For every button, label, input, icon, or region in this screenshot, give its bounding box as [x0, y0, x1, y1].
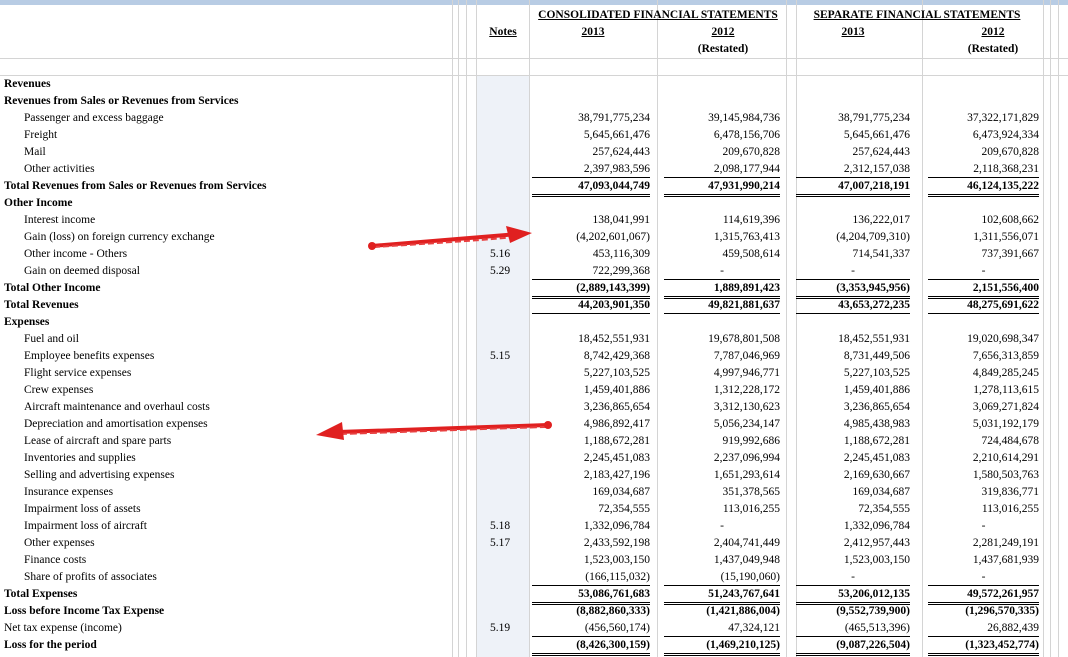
value-cell: 8,742,429,368 — [583, 350, 650, 362]
value-cell — [796, 76, 910, 92]
table-row — [0, 314, 1068, 331]
value-cell: 138,041,991 — [592, 214, 650, 226]
value-cell: 2,312,157,038 — [796, 161, 910, 178]
value-cell — [532, 93, 650, 109]
row-label: Insurance expenses — [24, 486, 114, 498]
value-cell — [532, 314, 650, 330]
row-label: Selling and advertising expenses — [24, 469, 175, 481]
value-cell: 53,206,012,135 — [796, 586, 910, 605]
row-label: Impairment loss of assets — [24, 503, 141, 515]
value-cell: 209,670,828 — [981, 146, 1039, 158]
row-label: Loss for the period — [4, 639, 97, 651]
value-cell: 1,437,049,948 — [713, 554, 780, 566]
value-cell: 8,731,449,506 — [843, 350, 910, 362]
value-cell: 714,541,337 — [852, 248, 910, 260]
value-cell: 44,203,901,350 — [532, 297, 650, 314]
table-row — [0, 331, 1068, 348]
row-note: 5.18 — [489, 520, 511, 532]
value-cell: (465,513,396) — [796, 620, 910, 637]
value-cell: 4,997,946,771 — [713, 367, 780, 379]
row-label: Loss before Income Tax Expense — [4, 605, 165, 617]
value-cell: 1,188,672,281 — [843, 435, 910, 447]
value-cell — [796, 314, 910, 330]
value-cell: 2,412,957,443 — [843, 537, 910, 549]
value-cell: 48,275,691,622 — [928, 297, 1039, 314]
value-cell: 19,678,801,508 — [708, 333, 780, 345]
table-row — [0, 161, 1068, 178]
value-cell: 209,670,828 — [722, 146, 780, 158]
table-row — [0, 484, 1068, 501]
separate-header: SEPARATE FINANCIAL STATEMENTS — [813, 9, 1021, 21]
row-label: Revenues — [4, 78, 51, 90]
value-cell: 1,315,763,413 — [713, 231, 780, 243]
row-label: Total Revenues from Sales or Revenues from Services — [4, 180, 267, 192]
value-cell: (2,889,143,399) — [532, 280, 650, 299]
value-cell: (166,115,032) — [532, 569, 650, 586]
value-cell — [532, 195, 650, 211]
value-cell: 2,169,630,667 — [843, 469, 910, 481]
value-cell: 459,508,614 — [722, 248, 780, 260]
value-cell: 51,243,767,641 — [664, 586, 780, 605]
value-cell — [664, 76, 780, 92]
value-cell: 169,034,687 — [852, 486, 910, 498]
row-label: Other Income — [4, 197, 73, 209]
value-cell: (15,190,060) — [664, 569, 780, 586]
value-cell: 47,931,990,214 — [664, 178, 780, 197]
value-cell: 737,391,667 — [981, 248, 1039, 260]
value-cell: 1,278,113,615 — [973, 384, 1039, 396]
value-cell: 49,821,881,637 — [664, 297, 780, 314]
value-cell: 1,437,681,939 — [972, 554, 1039, 566]
value-cell: 2,397,983,596 — [532, 161, 650, 178]
value-cell: 2,237,096,994 — [713, 452, 780, 464]
value-cell: (1,469,210,125) — [664, 637, 780, 656]
table-row — [0, 603, 1068, 620]
value-cell: 1,889,891,423 — [664, 280, 780, 299]
value-cell — [928, 314, 1039, 330]
value-cell: 47,007,218,191 — [796, 178, 910, 197]
value-cell: (1,421,886,004) — [706, 605, 780, 617]
value-cell: 722,299,368 — [532, 263, 650, 280]
row-note: 5.16 — [489, 248, 511, 260]
value-cell: (9,552,739,900) — [836, 605, 910, 617]
value-cell: 53,086,761,683 — [532, 586, 650, 605]
value-cell: 46,124,135,222 — [928, 178, 1039, 197]
value-cell: 2,433,592,198 — [583, 537, 650, 549]
row-label: Lease of aircraft and spare parts — [24, 435, 172, 447]
value-cell: 136,222,017 — [852, 214, 910, 226]
value-cell: 102,608,662 — [981, 214, 1039, 226]
value-cell: 2,118,368,231 — [928, 161, 1039, 178]
value-cell: - — [928, 263, 1039, 280]
value-cell: 3,236,865,654 — [583, 401, 650, 413]
value-cell — [664, 93, 780, 109]
value-cell: 1,311,556,071 — [973, 231, 1039, 243]
sheet-top-bar — [0, 0, 1068, 5]
value-cell: 5,056,234,147 — [713, 418, 780, 430]
value-cell: 3,069,271,824 — [972, 401, 1039, 413]
row-label: Inventories and supplies — [24, 452, 136, 464]
row-label: Total Expenses — [4, 588, 78, 600]
value-cell — [796, 93, 910, 109]
value-cell: - — [796, 569, 910, 586]
value-cell: 113,016,255 — [722, 503, 780, 515]
value-cell — [664, 195, 780, 211]
row-label: Total Revenues — [4, 299, 79, 311]
table-row — [0, 501, 1068, 518]
value-cell: 2,098,177,944 — [664, 161, 780, 178]
value-cell: 18,452,551,931 — [578, 333, 650, 345]
value-cell: 2,245,451,083 — [843, 452, 910, 464]
value-cell: 37,322,171,829 — [967, 112, 1039, 124]
row-label: Revenues from Sales or Revenues from Services — [4, 95, 239, 107]
grid-line — [0, 58, 1068, 59]
table-row — [0, 569, 1068, 586]
table-row — [0, 620, 1068, 637]
value-cell: (3,353,945,956) — [796, 280, 910, 299]
row-label: Passenger and excess baggage — [24, 112, 164, 124]
row-note: 5.19 — [489, 622, 511, 634]
value-cell: 49,572,261,957 — [928, 586, 1039, 605]
table-row — [0, 586, 1068, 603]
value-cell: (9,087,226,504) — [796, 637, 910, 656]
value-cell: 1,523,003,150 — [843, 554, 910, 566]
value-cell: 39,145,984,736 — [708, 112, 780, 124]
row-label: Other expenses — [24, 537, 95, 549]
value-cell: 919,992,686 — [722, 435, 780, 447]
value-cell: 5,227,103,525 — [843, 367, 910, 379]
value-cell: 2,183,427,196 — [583, 469, 650, 481]
table-row — [0, 348, 1068, 365]
value-cell: 2,281,249,191 — [972, 537, 1039, 549]
value-cell: 1,459,401,886 — [843, 384, 910, 396]
value-cell: 38,791,775,234 — [578, 112, 650, 124]
row-label: Employee benefits expenses — [24, 350, 155, 362]
row-note: 5.29 — [489, 265, 511, 277]
table-row — [0, 382, 1068, 399]
value-cell: 5,645,661,476 — [843, 129, 910, 141]
row-label: Impairment loss of aircraft — [24, 520, 147, 532]
table-row — [0, 467, 1068, 484]
value-cell: - — [796, 263, 910, 280]
row-label: Flight service expenses — [24, 367, 132, 379]
value-cell: 1,188,672,281 — [583, 435, 650, 447]
notes-header: Notes — [489, 26, 517, 38]
value-cell: 724,484,678 — [981, 435, 1039, 447]
table-row — [0, 127, 1068, 144]
value-cell: 4,986,892,417 — [583, 418, 650, 430]
consolidated-year-2013: 2013 — [581, 26, 605, 38]
value-cell: 7,787,046,969 — [713, 350, 780, 362]
value-cell: 72,354,555 — [598, 503, 650, 515]
value-cell — [928, 93, 1039, 109]
value-cell: 6,473,924,334 — [972, 129, 1039, 141]
value-cell: 3,312,130,623 — [713, 401, 780, 413]
value-cell: 2,245,451,083 — [583, 452, 650, 464]
value-cell: (4,204,709,310) — [836, 231, 910, 243]
value-cell: 1,459,401,886 — [583, 384, 650, 396]
table-row — [0, 637, 1068, 654]
row-label: Crew expenses — [24, 384, 94, 396]
value-cell: 4,849,285,245 — [972, 367, 1039, 379]
value-cell: 1,312,228,172 — [713, 384, 780, 396]
table-row — [0, 178, 1068, 195]
row-note: 5.15 — [489, 350, 511, 362]
value-cell: 26,882,439 — [928, 620, 1039, 637]
value-cell: 113,016,255 — [981, 503, 1039, 515]
row-label: Other activities — [24, 163, 95, 175]
value-cell: 5,031,192,179 — [972, 418, 1039, 430]
value-cell: - — [928, 569, 1039, 586]
value-cell: 43,653,272,235 — [796, 297, 910, 314]
value-cell: 351,378,565 — [722, 486, 780, 498]
value-cell: 2,151,556,400 — [928, 280, 1039, 299]
value-cell: 257,624,443 — [592, 146, 650, 158]
row-label: Expenses — [4, 316, 50, 328]
row-label: Aircraft maintenance and overhaul costs — [24, 401, 210, 413]
value-cell: 114,619,396 — [722, 214, 780, 226]
row-label: Freight — [24, 129, 58, 141]
value-cell: 453,116,309 — [592, 248, 650, 260]
value-cell: 5,227,103,525 — [583, 367, 650, 379]
value-cell: 2,210,614,291 — [972, 452, 1039, 464]
consolidated-header: CONSOLIDATED FINANCIAL STATEMENTS — [538, 9, 778, 21]
value-cell — [532, 76, 650, 92]
row-label: Depreciation and amortisation expenses — [24, 418, 208, 430]
row-label: Gain (loss) on foreign currency exchange — [24, 231, 215, 243]
value-cell: 1,580,503,763 — [972, 469, 1039, 481]
value-cell: 7,656,313,859 — [972, 350, 1039, 362]
table-row — [0, 93, 1068, 110]
red-arrow-left — [312, 415, 557, 443]
table-row — [0, 450, 1068, 467]
value-cell — [796, 195, 910, 211]
table-row — [0, 399, 1068, 416]
value-cell: (1,323,452,774) — [928, 637, 1039, 656]
row-note: 5.17 — [489, 537, 511, 549]
table-row — [0, 297, 1068, 314]
table-row — [0, 263, 1068, 280]
value-cell — [664, 314, 780, 330]
value-cell: 1,523,003,150 — [583, 554, 650, 566]
value-cell — [928, 76, 1039, 92]
table-row — [0, 535, 1068, 552]
table-row — [0, 280, 1068, 297]
value-cell: 2,404,741,449 — [713, 537, 780, 549]
value-cell: 169,034,687 — [592, 486, 650, 498]
value-cell: 72,354,555 — [858, 503, 910, 515]
separate-year-2012: 2012 — [981, 26, 1005, 38]
row-label: Interest income — [24, 214, 96, 226]
consolidated-year-2012: 2012 — [711, 26, 735, 38]
separate-year-2013: 2013 — [841, 26, 865, 38]
value-cell: (4,202,601,067) — [576, 231, 650, 243]
value-cell: 257,624,443 — [852, 146, 910, 158]
value-cell: - — [720, 520, 724, 532]
value-cell — [928, 195, 1039, 211]
row-label: Gain on deemed disposal — [24, 265, 140, 277]
table-row — [0, 76, 1068, 93]
value-cell: - — [664, 263, 780, 280]
row-label: Total Other Income — [4, 282, 101, 294]
table-row — [0, 365, 1068, 382]
consolidated-restated-label: (Restated) — [697, 43, 749, 55]
value-cell: 1,332,096,784 — [583, 520, 650, 532]
value-cell: 38,791,775,234 — [838, 112, 910, 124]
row-label: Other income - Others — [24, 248, 128, 260]
value-cell: 47,093,044,749 — [532, 178, 650, 197]
value-cell: 19,020,698,347 — [967, 333, 1039, 345]
separate-restated-label: (Restated) — [967, 43, 1019, 55]
value-cell: (8,426,300,159) — [532, 637, 650, 656]
table-row — [0, 144, 1068, 161]
value-cell: (1,296,570,335) — [965, 605, 1039, 617]
row-label: Share of profits of associates — [24, 571, 157, 583]
value-cell: 319,836,771 — [981, 486, 1039, 498]
value-cell: 18,452,551,931 — [838, 333, 910, 345]
value-cell: (456,560,174) — [532, 620, 650, 637]
table-row — [0, 552, 1068, 569]
table-row — [0, 110, 1068, 127]
red-arrow-right — [360, 222, 540, 254]
row-label: Net tax expense (income) — [4, 622, 122, 634]
value-cell: 1,651,293,614 — [713, 469, 780, 481]
value-cell: 1,332,096,784 — [843, 520, 910, 532]
row-label: Finance costs — [24, 554, 87, 566]
value-cell: (8,882,860,333) — [576, 605, 650, 617]
value-cell: - — [981, 520, 986, 532]
row-label: Fuel and oil — [24, 333, 79, 345]
value-cell: 6,478,156,706 — [713, 129, 780, 141]
value-cell: 3,236,865,654 — [843, 401, 910, 413]
table-row — [0, 195, 1068, 212]
value-cell: 4,985,438,983 — [843, 418, 910, 430]
value-cell: 5,645,661,476 — [583, 129, 650, 141]
value-cell: 47,324,121 — [664, 620, 780, 637]
row-label: Mail — [24, 146, 46, 158]
table-row — [0, 518, 1068, 535]
